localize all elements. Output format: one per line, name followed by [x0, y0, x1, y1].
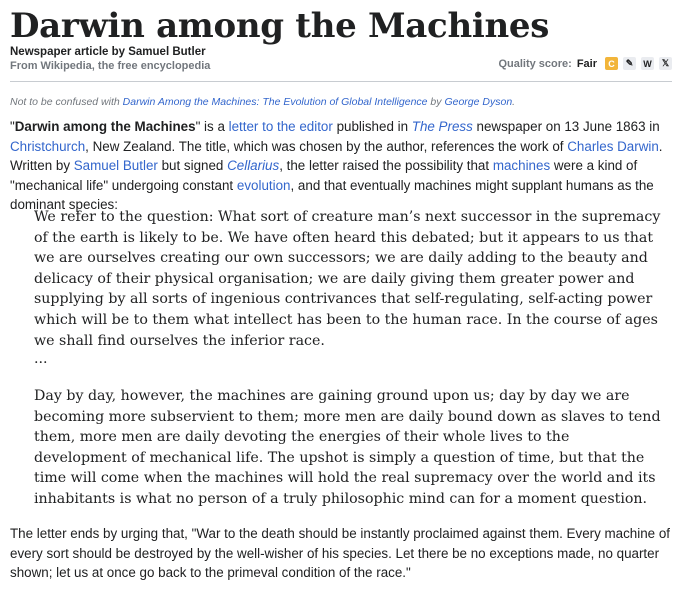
lead-text: , the letter raised the possibility that — [279, 158, 493, 173]
lead-title-bold: Darwin among the Machines — [14, 119, 196, 134]
quote-paragraph-1: We refer to the question: What sort of creature man’s next successor in the supremacy of the earth is likely to be. We have often heard this debated; but it appears to us that we are ourselves creating our own successors; we are daily adding to the beauty and delicacy of their physical organisation; we are daily giving them greater power and supplying by all sorts of ingenious contrivances that self-regulating, self-acting power which will be to them what intellect has been to the human race. In the course of ages we shall find ourselves the inferior race. — [34, 209, 661, 349]
hatnote-link-book[interactable]: Darwin Among the Machines: The Evolution of Global Intelligence — [122, 96, 428, 108]
lead-text: but signed — [157, 158, 228, 173]
link-cellarius[interactable] — [227, 158, 279, 173]
lead-paragraph — [10, 117, 672, 215]
page-title: Darwin among the Machines — [10, 6, 550, 46]
edit-icon[interactable]: ✎ — [623, 57, 636, 70]
hatnote-middle: by — [427, 96, 445, 108]
lead-text: . Written by — [10, 138, 663, 173]
link-cellarius-label: Cellarius — [227, 158, 280, 173]
lead-text: " — [10, 119, 15, 134]
lead-text: published in — [332, 119, 412, 134]
closing-paragraph: The letter ends by urging that, "War to the death should be instantly proclaimed against them. Every machine of every sort should be destroyed by the well-wisher of his species. Let there be no exceptions made, no quarter shown; let us at once go back to the primeval condition of the race." — [10, 526, 671, 580]
link-letter-to-the-editor[interactable]: letter to the editor — [228, 119, 333, 134]
link-charles-darwin[interactable]: Charles Darwin — [567, 138, 659, 154]
lead-text: , and that eventually machines might supplant humans as the dominant species: — [10, 177, 654, 212]
lead-text: " is a — [195, 119, 229, 134]
lead-text: , New Zealand. The title, which was chosen by the author, references the work of — [85, 138, 568, 154]
quality-bar — [498, 57, 672, 70]
hatnote-prefix: Not to be confused with — [10, 96, 123, 108]
hatnote — [10, 96, 515, 108]
link-evolution[interactable]: evolution — [236, 177, 291, 193]
quote-paragraph-2: Day by day, however, the machines are gaining ground upon us; day by day we are becoming more subservient to them; more men are daily bound down as slaves to tend them, more men are daily devoting the energies of their whole lives to the development of mechanical life. The upshot is simply a question of time, but that the time will come when the machines will hold the real supremacy over the world and its inhabitants is what no person of a truly philosophic mind can for a moment question. — [34, 388, 661, 507]
link-machines[interactable]: machines — [492, 158, 551, 173]
quality-value: Fair — [576, 57, 597, 70]
lead-text: were a kind of "mechanical life" undergoing constant — [10, 158, 638, 193]
link-the-press[interactable] — [412, 119, 473, 134]
link-the-press-label: The Press — [411, 119, 473, 134]
link-christchurch[interactable]: Christchurch — [10, 138, 86, 154]
quality-label: Quality score: — [498, 57, 572, 70]
link-samuel-butler[interactable]: Samuel Butler — [73, 158, 158, 173]
source-tagline: From Wikipedia, the free encyclopedia — [10, 60, 211, 72]
article-subtitle: Newspaper article by Samuel Butler — [10, 46, 206, 58]
quality-grade-badge[interactable]: C — [605, 57, 618, 70]
quote-ellipsis: ... — [34, 351, 48, 367]
title-divider — [10, 81, 672, 82]
wikipedia-icon[interactable]: W — [641, 57, 654, 70]
hatnote-link-author[interactable]: George Dyson — [444, 96, 513, 108]
lead-text: newspaper on 13 June 1863 in — [472, 119, 660, 134]
x-share-icon[interactable]: 𝕏 — [659, 57, 672, 70]
hatnote-suffix: . — [512, 96, 516, 108]
